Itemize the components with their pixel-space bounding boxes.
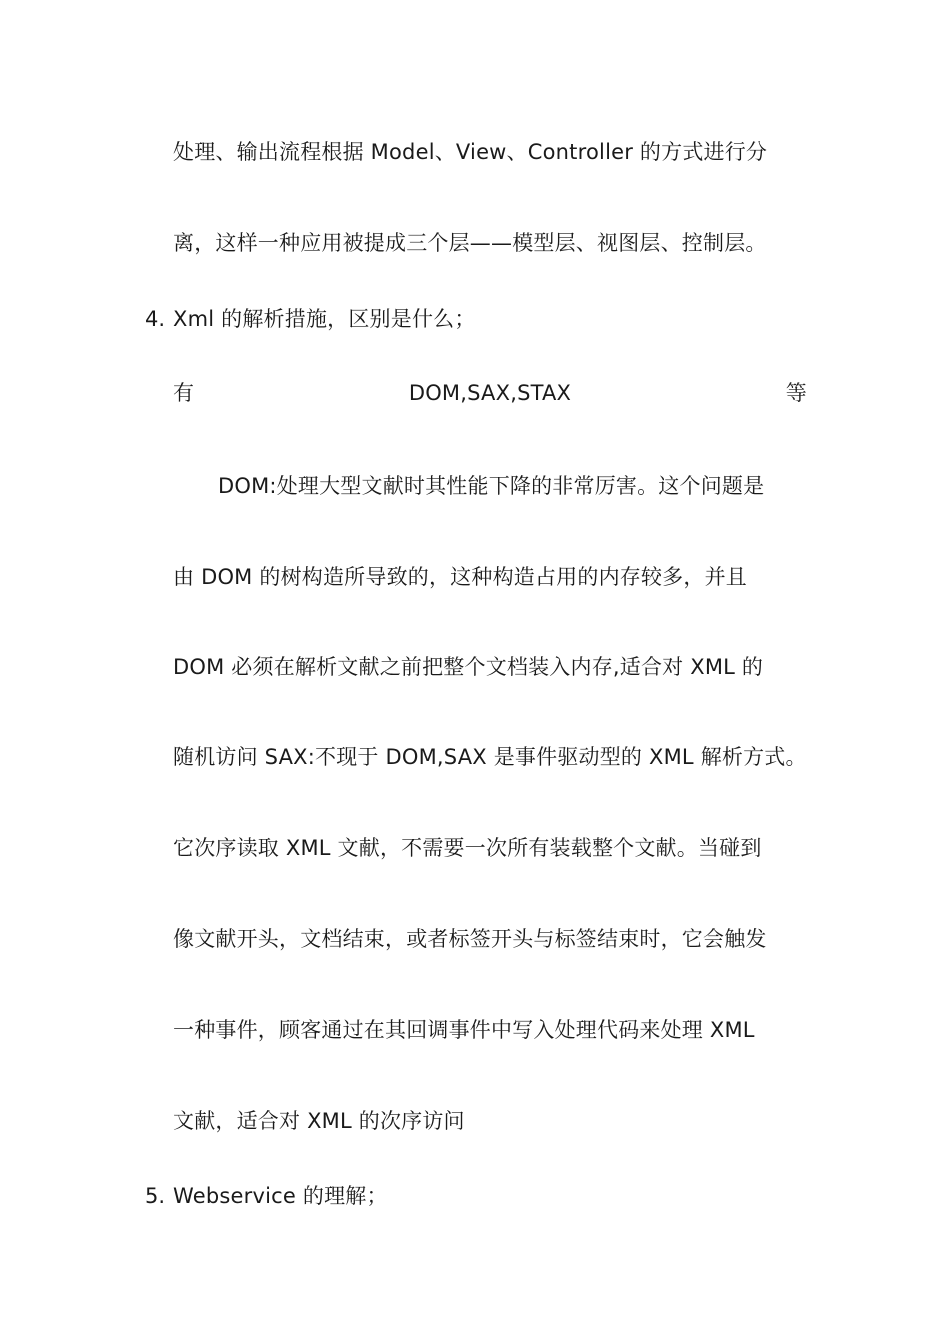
- list-number: 5.: [145, 1184, 166, 1208]
- question-title: Xml 的解析措施，区别是什么；: [173, 307, 476, 331]
- answer-line: DOM:处理大型文献时其性能下降的非常厉害。这个问题是: [218, 474, 765, 498]
- answer-word-left: 有: [173, 381, 195, 405]
- answer-line: 它次序读取 XML 文献，不需要一次所有装载整个文献。当碰到: [173, 836, 762, 860]
- answer-line: DOM 必须在解析文献之前把整个文档装入内存,适合对 XML 的: [173, 655, 764, 679]
- answer-line: 由 DOM 的树构造所导致的，这种构造占用的内存较多，并且: [173, 565, 747, 589]
- list-number: 4.: [145, 307, 166, 331]
- answer-word-right: 等: [785, 381, 807, 405]
- answer-word-middle: DOM,SAX,STAX: [408, 381, 572, 405]
- paragraph-line: 处理、输出流程根据 Model、View、Controller 的方式进行分: [173, 140, 768, 164]
- answer-line: 随机访问 SAX:不现于 DOM,SAX 是事件驱动型的 XML 解析方式。: [173, 745, 807, 769]
- answer-line: 像文献开头，文档结束，或者标签开头与标签结束时，它会触发: [173, 927, 767, 951]
- question-title: Webservice 的理解；: [173, 1184, 388, 1208]
- answer-first-line: [173, 379, 807, 407]
- answer-line: 文献，适合对 XML 的次序访问: [173, 1109, 465, 1133]
- paragraph-line: 离，这样一种应用被提成三个层——模型层、视图层、控制层。: [173, 231, 767, 255]
- answer-line: 一种事件，顾客通过在其回调事件中写入处理代码来处理 XML: [173, 1018, 755, 1042]
